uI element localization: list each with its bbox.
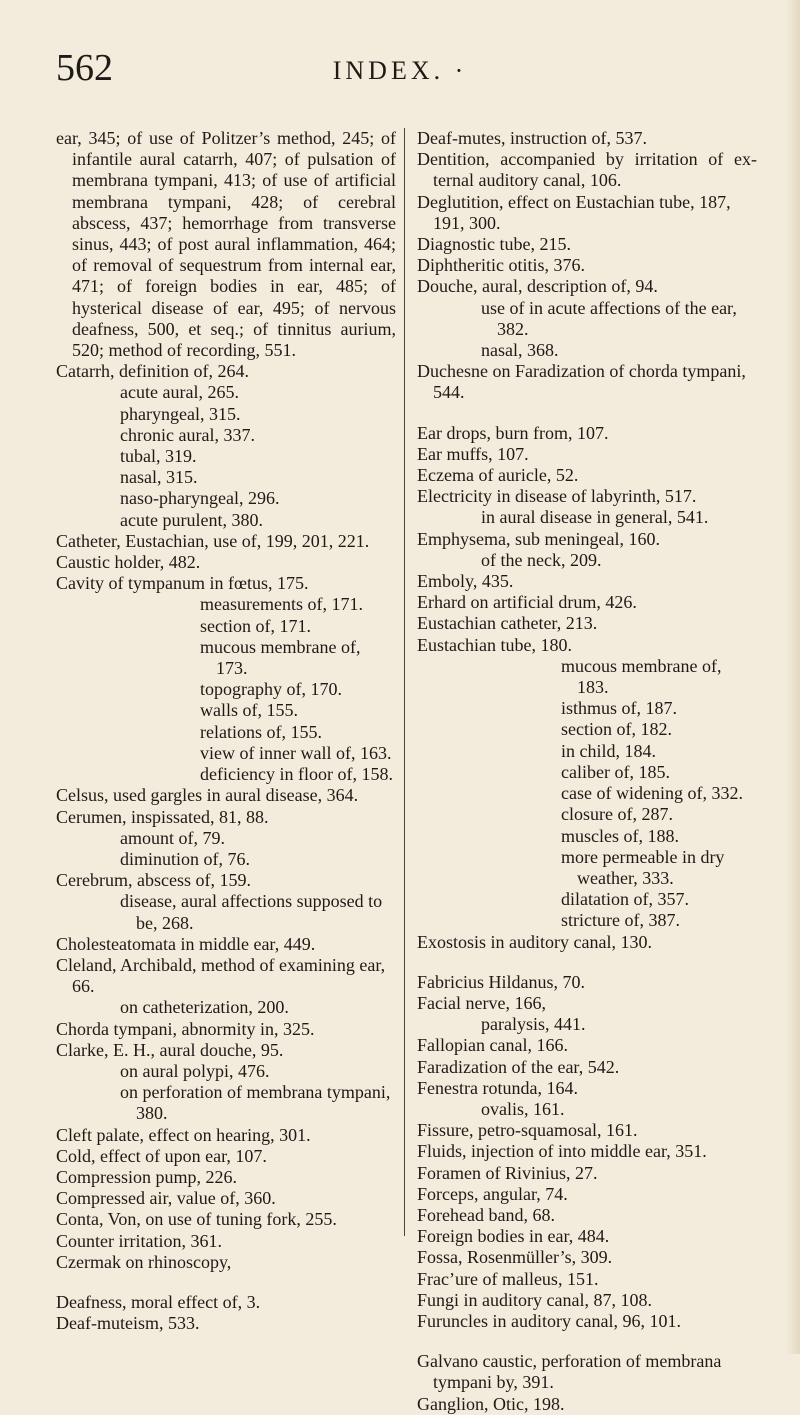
index-entry: Fluids, injection of into middle ear, 351. <box>417 1141 707 1162</box>
index-entry: Ear muffs, 107. <box>417 443 529 464</box>
index-entry: pharyngeal, 315. <box>120 403 241 424</box>
index-entry: caliber of, 185. <box>561 761 670 782</box>
index-entry: Deaf-mutes, instruction of, 537. <box>417 128 647 148</box>
index-entry: Fossa, Rosenmüller’s, 309. <box>417 1247 613 1268</box>
index-entry: dilatation of, 357. <box>561 889 689 910</box>
index-entry: Faradization of the ear, 542. <box>417 1056 620 1077</box>
index-entry: stricture of, 387. <box>561 910 680 931</box>
index-entry: Frac’ure of malleus, 151. <box>417 1268 599 1289</box>
index-entry: on catheterization, 200. <box>120 997 289 1018</box>
index-entry: tubal, 319. <box>120 446 197 467</box>
index-entry: Diphtheritic otitis, 376. <box>417 255 585 276</box>
index-entry: Erhard on artificial drum, 426. <box>417 592 637 613</box>
column-divider <box>404 128 405 1236</box>
index-entry: topography of, 170. <box>200 679 342 700</box>
index-entry: Catheter, Eustachian, use of, 199, 201, 221. <box>56 530 370 551</box>
index-entry: naso-pharyngeal, 296. <box>120 488 280 509</box>
running-head: INDEX. · <box>332 56 468 85</box>
index-entry: Forehead band, 68. <box>417 1204 555 1225</box>
index-entry: use of in acute affections of the ear, 382. <box>481 297 737 339</box>
index-entry: section of, 171. <box>200 615 311 636</box>
index-entry: Emboly, 435. <box>417 571 514 592</box>
index-entry: measurements of, 171. <box>200 594 363 615</box>
index-entry: Compressed air, value of, 360. <box>56 1188 276 1209</box>
index-entry: chronic aural, 337. <box>120 424 255 445</box>
index-entry: Deglutition, effect on Eustachian tube, 187, 191, 300. <box>417 191 731 233</box>
index-entry: Caustic holder, 482. <box>56 552 201 573</box>
index-entry: Emphysema, sub meningeal, 160. <box>417 528 660 549</box>
index-entry: Duchesne on Faradization of chorda tympani, 544. <box>417 361 746 403</box>
index-entry: Forceps, angular, 74. <box>417 1183 568 1204</box>
index-entry: Compression pump, 226. <box>56 1166 238 1187</box>
index-entry: paralysis, 441. <box>481 1014 586 1035</box>
index-entry: Deaf-muteism, 533. <box>56 1313 200 1334</box>
index-entry: Foramen of Rivinius, 27. <box>417 1162 598 1183</box>
index-entry: closure of, 287. <box>561 804 673 825</box>
index-entry: Cleft palate, effect on hearing, 301. <box>56 1124 311 1145</box>
index-entry: deficiency in floor of, 158. <box>200 764 393 785</box>
index-entry: Cavity of tympanum in fœtus, 175. <box>56 573 309 594</box>
page-number: 562 <box>56 47 113 89</box>
index-entry: mucous membrane of, 173. <box>200 636 361 679</box>
index-column-right <box>417 128 757 1415</box>
index-entry: Fabricius Hildanus, 70. <box>417 971 585 992</box>
index-entry: Celsus, used gargles in aural disease, 364. <box>56 785 359 806</box>
index-entry: Cerebrum, abscess of, 159. <box>56 870 251 891</box>
page-edge-shadow <box>786 0 800 1354</box>
index-entry: diminution of, 76. <box>120 848 250 869</box>
index-entry: Czermak on rhinoscopy, <box>56 1251 232 1272</box>
index-entry: walls of, 155. <box>200 700 298 721</box>
index-entry: case of widening of, 332. <box>561 783 743 804</box>
index-entry: amount of, 79. <box>120 827 225 848</box>
index-entry: Fungi in auditory canal, 87, 108. <box>417 1289 652 1310</box>
index-entry: Ganglion, Otic, 198. <box>417 1393 565 1414</box>
index-entry: Cholesteatomata in middle ear, 449. <box>56 933 316 954</box>
index-entry: Foreign bodies in ear, 484. <box>417 1226 610 1247</box>
index-entry: Cold, effect of upon ear, 107. <box>56 1145 267 1166</box>
index-entry: Clarke, E. H., aural douche, 95. <box>56 1039 284 1060</box>
index-entry: view of inner wall of, 163. <box>200 742 392 763</box>
index-entry: Eustachian catheter, 213. <box>417 613 598 634</box>
index-entry: Facial nerve, 166, <box>417 992 546 1013</box>
index-entry: in aural disease in general, 541. <box>481 507 709 528</box>
index-entry: acute aural, 265. <box>120 382 239 403</box>
index-entry: Deafness, moral effect of, 3. <box>56 1291 261 1312</box>
index-entry: Electricity in disease of labyrinth, 517. <box>417 486 697 507</box>
index-entry: nasal, 315. <box>120 467 198 488</box>
index-entry: isthmus of, 187. <box>561 698 678 719</box>
index-entry: section of, 182. <box>561 719 672 740</box>
index-entry: Exostosis in auditory canal, 130. <box>417 931 652 952</box>
index-entry: Fallopian canal, 166. <box>417 1035 568 1056</box>
index-entry: Conta, Von, on use of tuning fork, 255. <box>56 1209 337 1230</box>
index-column-left <box>56 128 396 1334</box>
index-entry: acute purulent, 380. <box>120 509 263 530</box>
index-entry: disease, aural affections supposed to be, 268. <box>120 891 383 933</box>
index-entry: on aural polypi, 476. <box>120 1060 270 1081</box>
index-entry: Douche, aural, description of, 94. <box>417 276 658 297</box>
index-entry: mucous membrane of, 183. <box>561 655 722 698</box>
index-entry: Galvano caustic, perforation of membrana tympani by, 391. <box>417 1351 722 1393</box>
index-entry: Chorda tympani, abnormity in, 325. <box>56 1018 315 1039</box>
index-entry: ear, 345; of use of Politzer’s method, 245; of infantile aural catarrh, 407; of pulsation of membrana tympani, 413; of use of artificial membrana tympani, 428; of cerebral abscess, 437; hemorrhage from transverse sinus, 443; of post aural inflammation, 464; of removal of sequestrum from internal ear, 471; of foreign bodies in ear, 485; of hysterical disease of ear, 495; of nervous deafness, 500, et seq.; of tinnitus aurium, 520; method of recording, 551. <box>56 128 396 361</box>
index-entry: Fissure, petro-squamosal, 161. <box>417 1120 638 1141</box>
index-entry: Ear drops, burn from, 107. <box>417 422 609 443</box>
index-entry: Catarrh, definition of, 264. <box>56 361 249 382</box>
index-entry: more permeable in dry weather, 333. <box>561 846 725 888</box>
index-entry: Eczema of auricle, 52. <box>417 465 579 486</box>
index-entry: Fenestra rotunda, 164. <box>417 1077 578 1098</box>
index-entry: Furuncles in auditory canal, 96, 101. <box>417 1310 681 1331</box>
index-entry: Cerumen, inspissated, 81, 88. <box>56 806 269 827</box>
index-entry: Eustachian tube, 180. <box>417 634 572 655</box>
index-entry: Dentition, accompanied by irritation of external auditory canal, 106. <box>417 149 757 191</box>
index-entry: Counter irritation, 361. <box>56 1230 222 1251</box>
page-header <box>0 46 800 90</box>
index-entry: on perforation of membrana tympani, 380. <box>120 1082 391 1124</box>
index-entry: nasal, 368. <box>481 340 559 361</box>
index-entry: muscles of, 188. <box>561 825 679 846</box>
index-entry: of the neck, 209. <box>481 549 602 570</box>
index-entry: relations of, 155. <box>200 721 322 742</box>
index-entry: ovalis, 161. <box>481 1098 565 1119</box>
index-entry: Cleland, Archibald, method of examining ear, 66. <box>56 954 386 997</box>
index-entry: Diagnostic tube, 215. <box>417 234 571 255</box>
index-entry: in child, 184. <box>561 740 656 761</box>
